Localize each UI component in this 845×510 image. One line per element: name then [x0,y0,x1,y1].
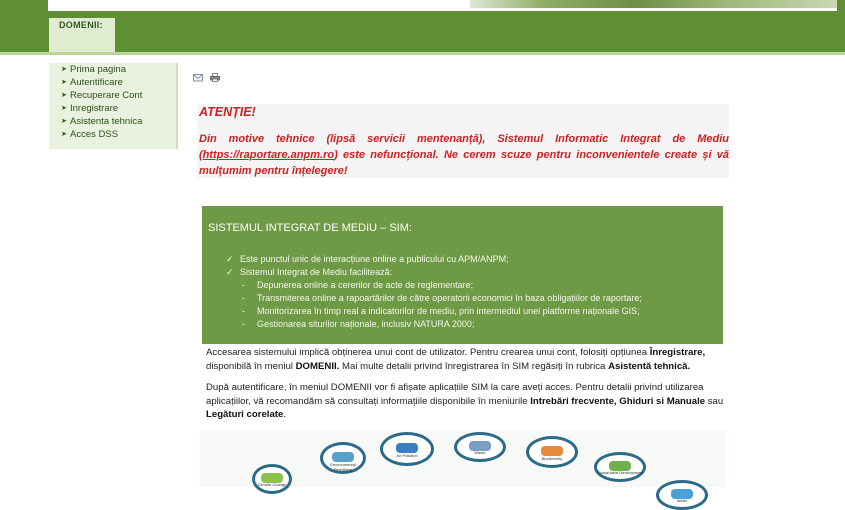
arrow-right-icon: ➤ [61,66,67,73]
sim-domains-diagram [200,430,725,504]
sidebar-item-prima-pagina[interactable] [49,63,176,76]
page-toolbar [193,73,223,83]
sidebar-item-label: Prima pagina [70,64,126,75]
diagram-node-waste: Waste [454,432,506,462]
alert-title: ATENȚIE! [199,105,256,119]
arrow-right-icon: ➤ [61,118,67,125]
sim-info-box: SISTEMUL INTEGRAT DE MEDIU – SIM: ✓ Este punctul unic de interacțiune online a publicului cu APM/ANPM; ✓ Sistemul Integrat de Mediu facilitează: - Depunerea online a cererilor de acte de reglementare; - Transmiterea online a rapoartărilor de către operatorii economici în baza obligațiilor de raportare; - Monitorizarea în timp real a indicatorilor de mediu, prin intermediul unei platforme naționale GIS; - Gestionarea siturilor naționale, inclusiv NATURA 2000; [202,206,723,344]
sim-bullet: Este punctul unic de interacțiune online a publicului cu APM/ANPM; [240,254,509,264]
checkmark-icon: ✓ [226,267,234,277]
email-icon[interactable] [193,73,203,82]
arrow-right-icon: ➤ [61,131,67,138]
checkmark-icon: ✓ [226,254,234,264]
arrow-right-icon: ➤ [61,79,67,86]
menu-tab-domenii[interactable] [49,18,115,52]
sidebar-item-autentificare[interactable] [49,76,176,89]
sidebar-item-inregistrare[interactable] [49,102,176,115]
sidebar-item-asistenta-tehnica[interactable] [49,115,176,128]
sidebar-item-label: Autentificare [70,77,123,88]
sidebar-item-recuperare-cont[interactable] [49,89,176,102]
sidebar-item-label: Inregistrare [70,103,119,114]
diagram-node-sustainable-development: Sustainable Development [594,452,646,482]
sim-sub-item: Monitorizarea în timp real a indicatorilor de mediu, prin intermediul unei platforme naționale GIS; [257,306,640,316]
diagram-node-biodiversity: Biodiversity [526,436,578,468]
access-paragraph: Accesarea sistemului implică obținerea unui cont de utilizator. Pentru crearea unui cont, folosiți opțiunea Înregistrare, disponibilă în meniul DOMENII. Mai multe detalii privind înregistrarea în SIM regăsiți în rubrica Asistentă tehnică. [206,347,706,372]
menu-tab-label: DOMENII: [59,20,103,30]
sidebar-edge [176,63,178,149]
after-login-paragraph: După autentificare, în meniul DOMENII vor fi afișate aplicațiile SIM la care aveți acces. Pentru detalii privind utilizarea aplicațiilor, vă recomandăm să consultați informațiile disponibile în meniurile Intrebări frecvente, Ghiduri si Manuale sau Legături corelate. [206,382,724,420]
diagram-node-climate-change: Climate Change [252,464,292,494]
sim-title: SISTEMUL INTEGRAT DE MEDIU – SIM: [208,222,412,234]
maintenance-alert [197,104,729,178]
sidebar-item-acces-dss[interactable] [49,128,176,141]
sidebar-item-label: Recuperare Cont [70,90,143,101]
alert-message: Din motive tehnice (lipsă servicii mentenanță), Sistemul Informatic Integrat de Mediu (https://raportare.anpm.ro) este nefuncțional. Ne cerem scuze pentru inconvenientele create și vă mulțumim pentru înțelegere! [199,133,729,177]
diagram-node-environmental-permitting: Environmental Permitting [320,442,366,474]
diagram-node-water: Water [656,480,708,510]
sidebar-menu [49,63,176,149]
arrow-right-icon: ➤ [61,105,67,112]
raportare-link[interactable]: https://raportare.anpm.ro [202,149,335,161]
sim-sub-item: Depunerea online a cererilor de acte de reglementare; [257,280,474,290]
diagram-node-air-pollution: Air Pollution [380,432,434,466]
sim-bullet: Sistemul Integrat de Mediu facilitează: [240,267,393,277]
header-landscape-image [470,0,837,8]
arrow-right-icon: ➤ [61,92,67,99]
sim-sub-item: Transmiterea online a rapoartărilor de către operatorii economici în baza obligațiilor de raportare; [257,293,642,303]
sidebar-item-label: Acces DSS [70,129,119,140]
print-icon[interactable] [210,73,220,82]
sim-sub-item: Gestionarea siturilor naționale, inclusiv NATURA 2000; [257,319,475,329]
header-divider [0,52,845,55]
sidebar-item-label: Asistenta tehnica [70,116,143,127]
